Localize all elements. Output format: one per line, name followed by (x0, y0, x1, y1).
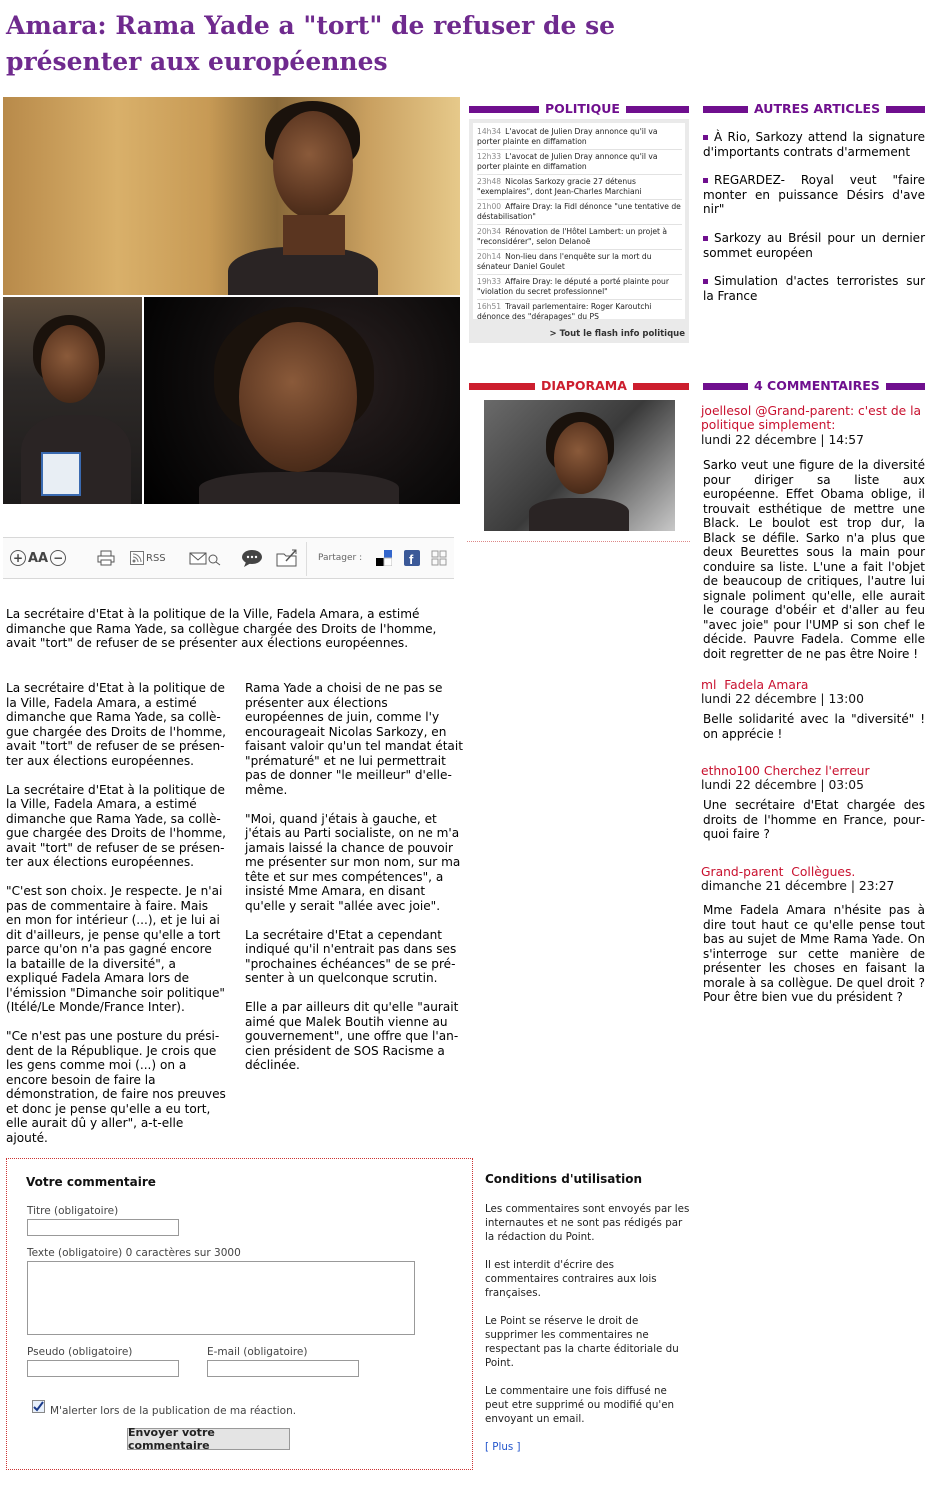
comment-author[interactable]: ethno100 (701, 764, 760, 778)
related-article-link[interactable]: À Rio, Sarkozy attend la signature d'importants contrats d'armement (703, 130, 925, 159)
comment-body: Mme Fadela Amara n'hésite pas à dire tout haut ce qu'elle pense tout bas au sujet de Mme Rama Yade. On s'interroge sur cette manière de présenter les choses en faisant la morale à sa collègue. De quel droit ? Pour être bien vue du président ? (703, 903, 925, 1004)
email-icon[interactable] (189, 549, 221, 567)
article-lead: La secrétaire d'Etat à la politique de la Ville, Fadela Amara, a estimé dimanche que Rama Yade, sa collègue chargée des Droits de l'homme, avait "tort" de refuser de se présenter aux élections européennes. (6, 607, 437, 650)
checkmark-icon (32, 1400, 45, 1413)
form-title: Votre commentaire (26, 1175, 156, 1189)
comment-author[interactable]: Grand-parent (701, 865, 784, 879)
article-paragraph: "C'est son choix. Je respecte. Je n'ai pas de commentaire à faire. Mais en mon for intérieur (...), et je lui ai dit d'ailleurs, je pense qu'elle a tort parce qu'on n'a pas gagné encore la bataille de la diversité", a expliqué Fadela Amara lors de l'émission "Dimanche soir politique" (Itélé/Le Monde/France Inter). (6, 884, 225, 1014)
comment-header (701, 678, 926, 707)
comment-textarea[interactable] (27, 1261, 415, 1335)
terms-box (485, 1172, 690, 1454)
zoom-in-icon[interactable]: + (10, 550, 26, 566)
comment-author[interactable]: joellesol (701, 404, 752, 418)
article-paragraph: La secrétaire d'Etat a cependant indiqué qu'il n'entrait pas dans ses "prochaines échéances" de se présenter à un quelconque scrutin. (245, 927, 457, 985)
comment-body: Une secrétaire d'Etat chargée des droits de l'homme en France, pourquoi faire ? (703, 798, 925, 841)
bullet-square-icon (703, 236, 708, 241)
rss-link[interactable]: RSS (130, 549, 166, 567)
pseudo-input[interactable] (27, 1360, 179, 1377)
terms-paragraph: Le Point se réserve le droit de supprimer les commentaires ne respectant pas la charte éditoriale du Point. (485, 1315, 679, 1369)
politique-flash-box (469, 119, 689, 343)
email-label: E-mail (obligatoire) (207, 1346, 308, 1358)
comment-header (701, 764, 926, 793)
title-input[interactable] (27, 1219, 179, 1236)
flash-item[interactable]: 20h34 Rénovation de l'Hôtel Lambert: un projet à "reconsidérer", selon Delanoë (477, 225, 682, 250)
related-article-link[interactable]: Simulation d'actes terroristes sur la France (703, 274, 925, 303)
submit-button[interactable]: Envoyer votre commentaire (127, 1428, 290, 1450)
email-input[interactable] (207, 1360, 359, 1377)
flash-item[interactable]: 21h00 Affaire Dray: la Fidl dénonce "une tentative de déstabilisation" (477, 200, 682, 225)
article-paragraph: La secrétaire d'Etat à la politique de la Ville, Fadela Amara, a estimé dimanche que Rama Yade, sa collègue chargée des Droits de l'homme, avait "tort" de refuser de se présenter aux élections européennes. (6, 782, 226, 869)
flash-item[interactable]: 12h33 L'avocat de Julien Dray annonce qu'il va porter plainte en diffamation (477, 150, 682, 175)
terms-title: Conditions d'utilisation (485, 1172, 643, 1186)
bullet-square-icon (703, 135, 708, 140)
comment-subject: Fadela Amara (724, 678, 809, 692)
comment-date: lundi 22 décembre | 13:00 (701, 692, 864, 707)
divider (467, 541, 690, 542)
photo-microphone[interactable] (3, 297, 142, 504)
politique-flash-list (473, 123, 685, 319)
article-paragraph: Rama Yade a choisi de ne pas se présenter aux élections européennes de juin, comme l'y encourageait Nicolas Sarkozy, en faisant valoir qu'un tel mandat était "prématuré" et ne lui permettrait pas de donner "le meilleur" d'elle-même. (245, 681, 463, 797)
comment-icon[interactable] (241, 549, 263, 567)
autres-articles-header: AUTRES ARTICLES (703, 102, 925, 116)
alert-checkbox[interactable] (32, 1400, 45, 1413)
zoom-out-icon[interactable]: − (50, 550, 66, 566)
comment-form (6, 1158, 473, 1470)
comment-subject: Collègues. (791, 865, 856, 879)
diaporama-thumbnail[interactable] (484, 400, 675, 531)
text-label: Texte (obligatoire) 0 caractères sur 3000 (27, 1247, 241, 1259)
terms-paragraph: Il est interdit d'écrire des commentaires contraires aux lois françaises. (485, 1259, 657, 1299)
alert-label: M'alerter lors de la publication de ma réaction. (50, 1405, 297, 1417)
delicious-icon[interactable] (376, 549, 392, 567)
save-folder-icon[interactable] (276, 549, 298, 567)
article-column-2 (245, 681, 467, 1087)
comment-body: Sarko veut une figure de la diversité pour diriger sa liste aux européenne. Effet Obama oblige, il trouvait esthétique de mettre une Black. Le boulot est trop dur, la Black se défile. Sarko n'a plus que deux Beurettes sous la main pour conduire sa liste. L'une a fait l'objet de beaucoup de critiques, l'autre lui signale poliment qu'elle, elle aurait le courage d'obéir et d'aller au feu "avec joie" pour l'UMP si son chef le décide. Pauvre Fadela. Comme elle doit regretter de ne pas être Noire ! (703, 458, 925, 661)
flash-item[interactable]: 19h33 Affaire Dray: le député a porté plainte pour "violation du secret professionnel" (477, 275, 682, 300)
comment-header (701, 865, 926, 894)
flash-item[interactable]: 16h51 Travail parlementaire: Roger Karoutchi dénonce des "dérapages" du PS (477, 302, 652, 321)
terms-paragraph: Le commentaire une fois diffusé ne peut etre supprimé ou modifié qu'en envoyant un email. (485, 1385, 675, 1425)
article-column-1 (6, 681, 226, 1160)
article-paragraph: "Ce n'est pas une posture du président de la République. Je crois que les gens comme moi (...) on a encore besoin de faire la démonstration, de faire nos preuves et donc je pense qu'elle a eu tort, elle aurait dû y aller", a-t-elle ajouté. (6, 1029, 226, 1145)
terms-more-link[interactable]: [ Plus ] (485, 1441, 521, 1453)
comment-date: lundi 22 décembre | 14:57 (701, 432, 864, 447)
share-more-icon[interactable] (431, 549, 447, 567)
article-paragraph: Elle a par ailleurs dit qu'elle "aurait aimé que Malek Boutih vienne au gouvernement", une offre que l'ancien président de SOS Racisme a déclinée. (245, 1000, 459, 1072)
related-article-link[interactable]: Sarkozy au Brésil pour un dernier sommet européen (703, 231, 925, 260)
svg-text:f: f (409, 552, 414, 566)
article-toolbar (3, 537, 454, 579)
article-paragraph: La secrétaire d'Etat à la politique de la Ville, Fadela Amara, a estimé dimanche que Rama Yade, sa collègue chargée des Droits de l'homme, avait "tort" de refuser de se présenter aux élections européennes. (6, 681, 226, 768)
comment-subject: Cherchez l'erreur (763, 764, 870, 778)
article-paragraph: "Moi, quand j'étais à gauche, et j'étais au Parti socialiste, on ne m'a jamais laissé la chance de pouvoir me présenter sur mon nom, sur ma tête et sur mes compétences", a insisté Mme Amara, en disant qu'elle y serait "allée avec joie". (245, 811, 461, 913)
flash-item[interactable]: 23h48 Nicolas Sarkozy gracie 27 détenus "exemplaires", dont Jean-Charles Marchiani (477, 175, 682, 200)
text-size-control (10, 549, 66, 567)
photo-portrait[interactable] (144, 297, 460, 504)
bullet-square-icon (703, 279, 708, 284)
comment-date: lundi 22 décembre | 03:05 (701, 778, 864, 793)
politique-header: POLITIQUE (469, 102, 689, 116)
diaporama-header: DIAPORAMA (469, 379, 689, 393)
main-photo[interactable] (3, 97, 460, 295)
comment-subject: @Grand-parent: c'est de la politique simplement: (701, 404, 922, 433)
terms-paragraph: Les commentaires sont envoyés par les internautes et ne sont pas rédigés par la rédaction du Point. (485, 1203, 690, 1243)
title-label: Titre (obligatoire) (27, 1205, 119, 1217)
pseudo-label: Pseudo (obligatoire) (27, 1346, 133, 1358)
article-headline: Amara: Rama Yade a "tort" de refuser de se présenter aux européennes (6, 11, 616, 76)
flash-item[interactable]: 20h14 Non-lieu dans l'enquête sur la mort du sénateur Daniel Goulet (477, 250, 682, 275)
flash-info-link[interactable]: > Tout le flash info politique (549, 329, 685, 339)
comment-header (701, 404, 926, 447)
flash-item[interactable]: 14h34 L'avocat de Julien Dray annonce qu'il va porter plainte en diffamation (477, 125, 682, 150)
facebook-icon[interactable] (404, 549, 420, 567)
comments-header: 4 COMMENTAIRES (703, 379, 925, 393)
related-article-link[interactable]: REGARDEZ- Royal veut "faire monter en puissance Désirs d'ave nir" (703, 173, 925, 216)
comment-date: dimanche 21 décembre | 23:27 (701, 879, 895, 894)
share-label: Partager : (318, 553, 363, 563)
print-icon[interactable] (97, 549, 115, 567)
rss-icon (130, 551, 144, 565)
comment-author[interactable]: ml (701, 678, 717, 692)
bullet-square-icon (703, 178, 708, 183)
font-size-icon: AA (28, 550, 49, 566)
comment-body: Belle solidarité avec la "diversité" ! on apprécie ! (703, 712, 925, 741)
